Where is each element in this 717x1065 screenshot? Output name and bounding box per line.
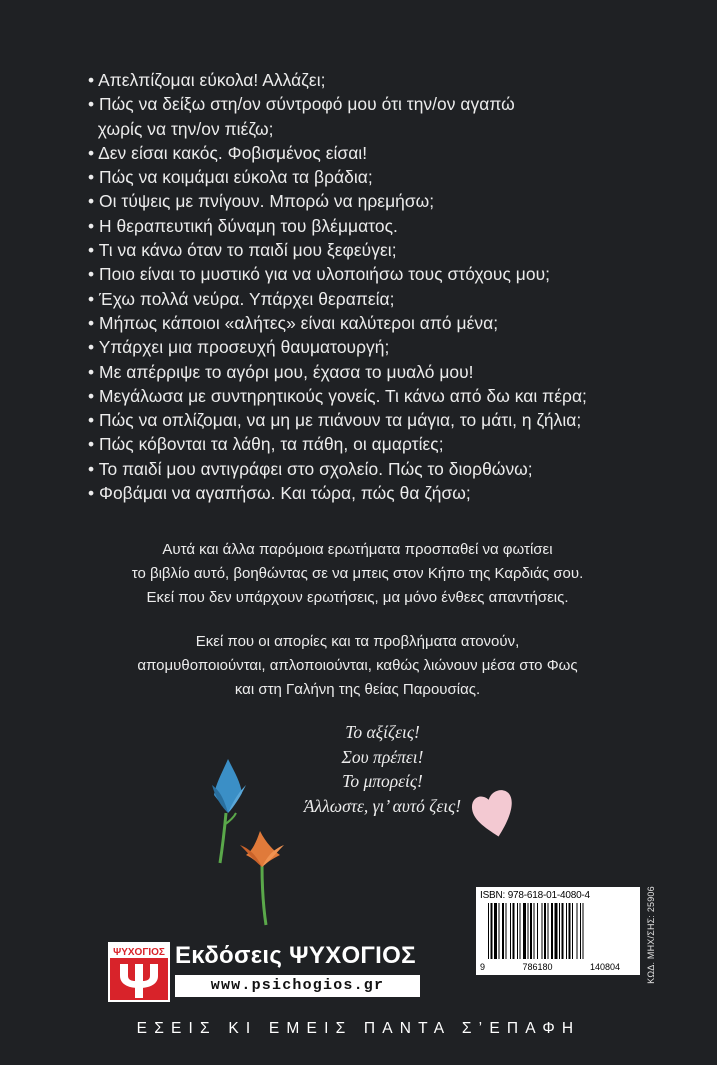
question-item: • Η θεραπευτική δύναμη του βλέμματος. — [88, 215, 398, 236]
question-item: • Απελπίζομαι εύκολα! Αλλάζει; — [88, 70, 326, 90]
question-item: • Έχω πολλά νεύρα. Υπάρχει θεραπεία; — [88, 288, 395, 309]
publisher-slogan: ΕΣΕΙΣ ΚΙ ΕΜΕΙΣ ΠΑΝΤΑ Σ’ΕΠΑΦΗ — [136, 1020, 581, 1037]
question-item: • Ποιο είναι το μυστικό για να υλοποιήσω τους στόχους μου; — [88, 264, 551, 285]
question-item: • Μεγάλωσα με συντηρητικούς γονείς. Τι κάνω από δω και πέρα; — [88, 385, 587, 406]
motto: Το αξίζεις! Σου πρέπει! Το μπορείς! Άλλωστε, γι’ αυτό ζεις! — [303, 722, 462, 816]
publisher-logo — [108, 942, 170, 1002]
question-item: • Πώς να δείξω στη/ον σύντροφό μου ότι την/ον αγαπώ χωρίς να την/ον πιέζω; — [88, 94, 515, 139]
question-item: • Με απέρριψε το αγόρι μου, έχασα το μυαλό μου! — [88, 361, 474, 382]
question-list — [88, 68, 688, 505]
question-item: • Υπάρχει μια προσευχή θαυματουργή; — [88, 337, 390, 358]
question-item: • Τι να κάνω όταν το παιδί μου ξεφεύγει; — [88, 240, 397, 261]
question-item: • Πώς να οπλίζομαι, να μη με πιάνουν τα μάγια, το μάτι, η ζήλια; — [88, 410, 582, 431]
publisher-name: Εκδόσεις ΨΥΧΟΓΙΟΣ — [175, 942, 416, 969]
blue-flower-icon — [212, 759, 246, 813]
question-item: • Μήπως κάποιοι «αλήτες» είναι καλύτεροι από μένα; — [88, 312, 499, 333]
question-item: • Το παιδί μου αντιγράφει στο σχολείο. Πώς το διορθώνω; — [88, 458, 533, 479]
barcode-bars — [480, 903, 636, 961]
question-item: • Πώς να κοιμάμαι εύκολα τα βράδια; — [88, 167, 373, 188]
description-paragraph-2: Εκεί που οι απορίες και τα προβλήματα ατονούν, απομυθοποιούνται, απλοποιούνται, καθώς λιώνουν μέσα στο Φως και στη Γαλήνη της θείας Παρουσίας. — [137, 633, 578, 698]
question-item: • Οι τύψεις με πνίγουν. Μπορώ να ηρεμήσω; — [88, 191, 435, 212]
description-paragraph-1: Αυτά και άλλα παρόμοια ερωτήματα προσπαθεί να φωτίσει το βιβλίο αυτό, βοηθώντας σε να μπεις στον Κήπο της Καρδιάς σου. Εκεί που δεν υπάρχουν ερωτήσεις, μα μόνο ένθεες απαντήσεις. — [131, 541, 584, 606]
barcode-digits: 9 786180 140804 — [480, 962, 620, 972]
svg-text:ΨΥΧΟΓΙΟΣ: ΨΥΧΟΓΙΟΣ — [113, 947, 165, 958]
product-code: ΚΩΔ. ΜΗΧ/ΣΗΣ: 25906 — [646, 886, 656, 984]
barcode — [476, 887, 640, 975]
publisher-website[interactable]: www.psichogios.gr — [175, 975, 420, 997]
isbn-number: ISBN: 978-618-01-4080-4 — [480, 890, 590, 901]
question-item: • Πώς κόβονται τα λάθη, τα πάθη, οι αμαρτίες; — [88, 434, 444, 455]
flowers-illustration — [200, 755, 300, 930]
heart-icon — [468, 785, 520, 843]
orange-flower-icon — [240, 831, 284, 867]
question-item: • Δεν είσαι κακός. Φοβισμένος είσαι! — [88, 142, 368, 163]
question-item: • Φοβάμαι να αγαπήσω. Και τώρα, πώς θα ζήσω; — [88, 483, 471, 504]
